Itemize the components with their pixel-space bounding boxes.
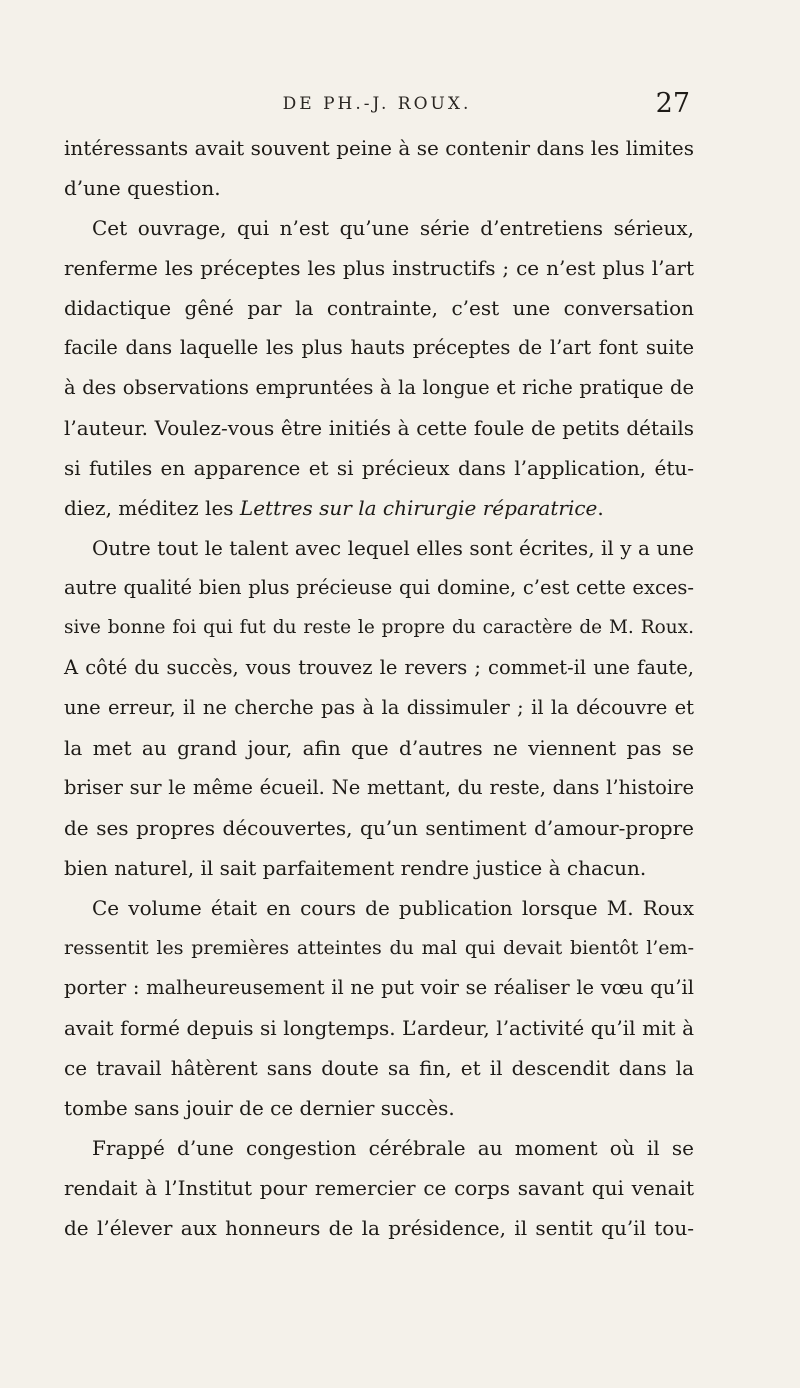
text-line: rendait à l’Institut pour remercier ce corps savant qui venait (64, 1176, 694, 1200)
text-line: l’auteur. Voulez-vous être initiés à cette foule de petits détails (64, 416, 694, 440)
paragraph-start-line: Cet ouvrage, qui n’est qu’une série d’entretiens sérieux, (92, 216, 694, 240)
text-line: ce travail hâtèrent sans doute sa fin, et il descendit dans la (64, 1056, 694, 1080)
text-line: de l’élever aux honneurs de la présidence, il sentit qu’il tou- (64, 1216, 694, 1240)
text-line: porter : malheureusement il ne put voir se réaliser le vœu qu’il (64, 976, 694, 999)
page-number: 27 (655, 88, 690, 119)
text-line: autre qualité bien plus précieuse qui domine, c’est cette exces- (64, 576, 694, 599)
text-line: la met au grand jour, afin que d’autres ne viennent pas se (64, 736, 694, 760)
paragraph-start-line: Outre tout le talent avec lequel elles sont écrites, il y a une (92, 536, 694, 560)
text-line: si futiles en apparence et si précieux dans l’application, étu- (64, 456, 694, 480)
paragraph-start-line: Ce volume était en cours de publication lorsque M. Roux (92, 896, 694, 920)
text-line: ressentit les premières atteintes du mal qui devait bientôt l’em- (64, 937, 694, 959)
text-line: à des observations empruntées à la longue et riche pratique de (64, 376, 694, 399)
text-line: facile dans laquelle les plus hauts préceptes de l’art font suite (64, 336, 694, 359)
text-line: renferme les préceptes les plus instructifs ; ce n’est plus l’art (64, 256, 694, 280)
text-line: briser sur le même écueil. Ne mettant, du reste, dans l’histoire (64, 776, 694, 799)
text-line: avait formé depuis si longtemps. L’ardeur, l’activité qu’il mit à (64, 1016, 694, 1040)
paragraph-start-line: Frappé d’une congestion cérébrale au moment où il se (92, 1136, 694, 1160)
text-line: tombe sans jouir de ce dernier succès. (64, 1096, 455, 1120)
running-title: DE PH.-J. ROUX. (282, 94, 472, 114)
body-text (64, 128, 694, 1248)
text-line: sive bonne foi qui fut du reste le propre du caractère de M. Roux. (64, 617, 694, 638)
text-line: d’une question. (64, 176, 221, 200)
text-line: une erreur, il ne cherche pas à la dissimuler ; il la découvre et (64, 696, 694, 719)
text-line: didactique gêné par la contrainte, c’est une conversation (64, 296, 694, 320)
line-text-after-title: . (597, 496, 604, 520)
line-text-before-title: diez, méditez les (64, 496, 240, 520)
text-line: bien naturel, il sait parfaitement rendre justice à chacun. (64, 856, 647, 880)
text-line-with-title (64, 488, 694, 528)
running-header (64, 88, 690, 128)
text-line: intéressants avait souvent peine à se contenir dans les limites (64, 136, 694, 160)
text-line: de ses propres découvertes, qu’un sentiment d’amour-propre (64, 816, 694, 840)
text-line: A côté du succès, vous trouvez le revers ; commet-il une faute, (64, 656, 694, 679)
book-title-italic: Lettres sur la chirurgie réparatrice (239, 496, 598, 520)
